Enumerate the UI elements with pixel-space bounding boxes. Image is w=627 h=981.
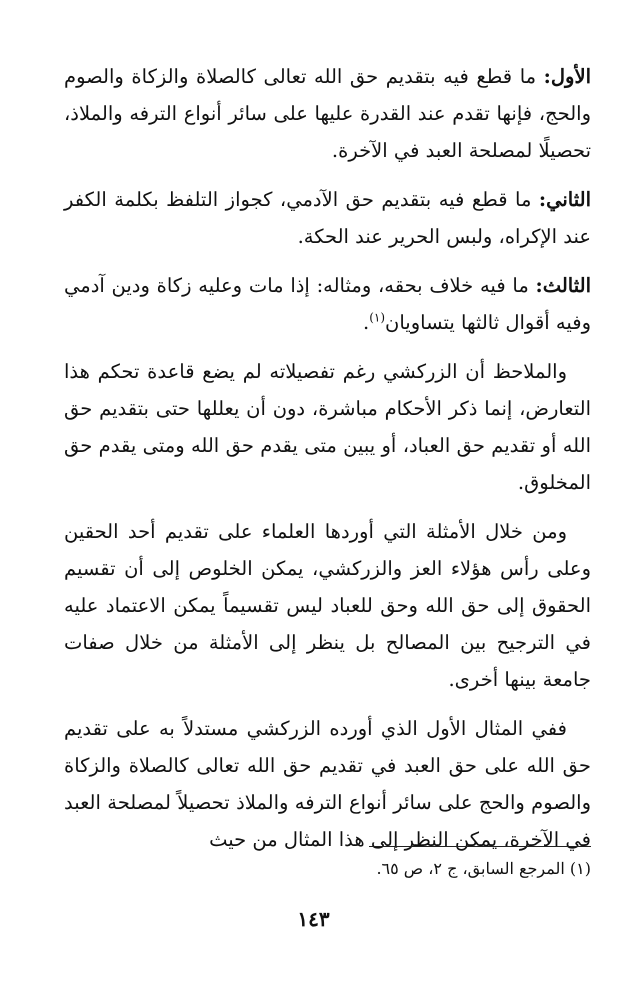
footnote-divider	[369, 846, 591, 847]
paragraph-text: ما قطع فيه بتقديم حق الله تعالى كالصلاة والزكاة والصوم والحج، فإنها تقدم عند القدرة عليها على سائر أنواع الترفه والملاذ، تحصيلًا لمصلحة العبد في الآخرة.	[64, 65, 591, 162]
paragraph-text: ففي المثال الأول الذي أورده الزركشي مستدلاً به على تقديم حق الله على حق العبد في تقديم حق الله تعالى كالصلاة والزكاة والصوم والحج على سائر أنواع الترفه والملاذ تحصيلاً لمصلحة العبد في الآخرة، يمكن النظر إلى هذا المثال من حيث	[64, 717, 591, 851]
paragraph-text-end: .	[363, 311, 370, 334]
paragraph-text: ما فيه خلاف بحقه، ومثاله: إذا مات وعليه زكاة ودين آدمي وفيه أقوال ثالثها يتساويان	[64, 274, 591, 334]
paragraph-observation	[64, 353, 591, 501]
paragraph-first-category	[64, 58, 591, 169]
footnote: (١) المرجع السابق، ج ٢، ص ٦٥.	[376, 859, 591, 878]
paragraph-second-category	[64, 181, 591, 255]
body-text	[64, 58, 591, 870]
page-number: ١٤٣	[297, 907, 330, 931]
paragraph-text: والملاحظ أن الزركشي رغم تفصيلاته لم يضع قاعدة تحكم هذا التعارض، إنما ذكر الأحكام مباشرة، دون أن يعللها حتى بتقديم حق الله أو تقديم حق العباد، أو يبين متى يقدم حق الله ومتى يقدم حق المخلوق.	[64, 360, 591, 494]
paragraph-label: الثاني:	[538, 188, 591, 211]
paragraph-third-category	[64, 267, 591, 341]
paragraph-label: الأول:	[543, 65, 591, 88]
paragraph-first-example	[64, 710, 591, 858]
paragraph-text: ومن خلال الأمثلة التي أوردها العلماء على تقديم أحد الحقين وعلى رأس هؤلاء العز والزركشي، يمكن الخلوص إلى أن تقسيم الحقوق إلى حق الله وحق للعباد ليس تقسيماً يمكن الاعتماد عليه في الترجيح بين المصالح بل ينظر إلى الأمثلة من خلال صفات جامعة بينها أخرى.	[64, 520, 591, 691]
footnote-reference: (١)	[369, 310, 386, 325]
paragraph-text: ما قطع فيه بتقديم حق الآدمي، كجواز التلفظ بكلمة الكفر عند الإكراه، ولبس الحرير عند الحكة.	[64, 188, 591, 248]
paragraph-label: الثالث:	[535, 274, 591, 297]
paragraph-examples	[64, 513, 591, 698]
